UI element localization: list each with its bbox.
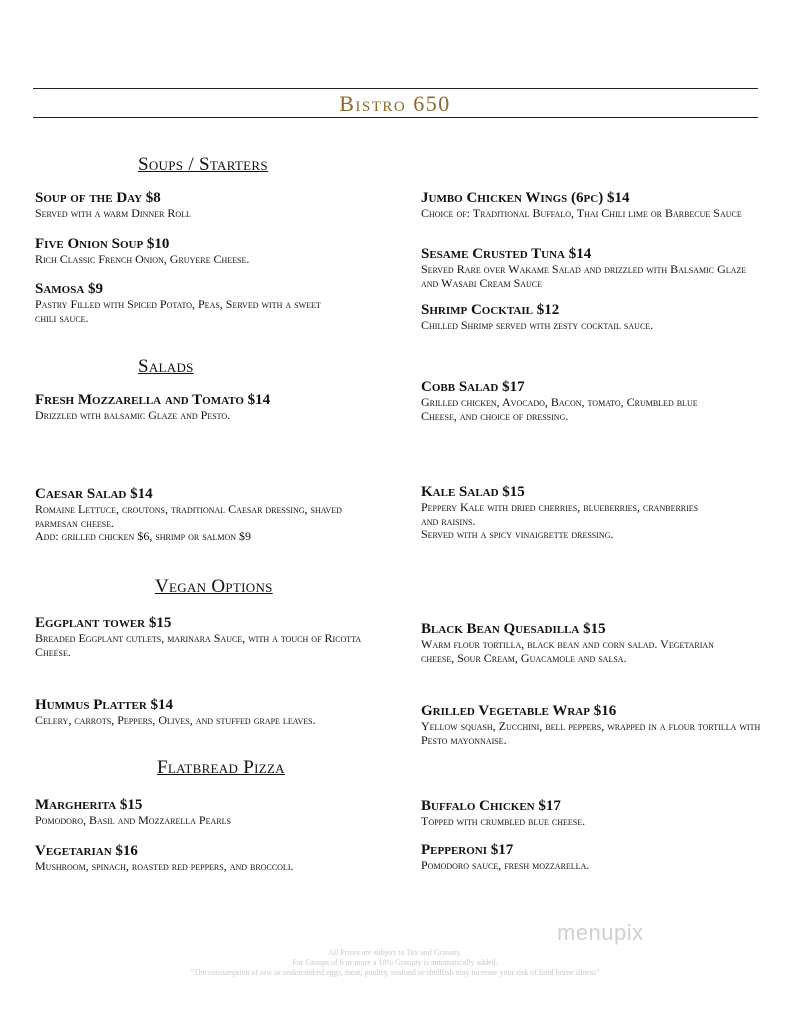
footer-tax-note: All Prices are subject to Tax and Gratuity. — [328, 948, 462, 957]
menu-item-tuna — [421, 246, 766, 290]
menu-item-mozzarella — [35, 392, 380, 423]
menu-item-buffalo — [421, 798, 766, 829]
item-desc: Rich Classic French Onion, Gruyere Cheese. — [35, 252, 250, 266]
footer-health-warning: "The consumption of raw or undercooked eggs, meat, poultry, seafood or shellfish may increase your risk of food borne illness" — [190, 968, 600, 977]
item-name: Fresh Mozzarella and Tomato $14 — [35, 392, 271, 408]
item-name: Shrimp Cocktail $12 — [421, 302, 560, 318]
item-desc: Yellow squash, Zucchini, bell peppers, wrapped in a flour tortilla with Pesto mayonnaise. — [421, 719, 761, 747]
item-desc: Peppery Kale with dried cherries, blueberries, cranberries and raisins. — [421, 500, 699, 528]
item-name: Soup of the Day $8 — [35, 190, 161, 206]
item-name: Samosa $9 — [35, 281, 104, 297]
item-desc: Romaine Lettuce, croutons, traditional Caesar dressing, shaved parmesan cheese. — [35, 502, 342, 530]
menu-item-quesadilla — [421, 621, 721, 665]
item-name: Black Bean Quesadilla $15 — [421, 621, 606, 637]
item-name: Grilled Vegetable Wrap $16 — [421, 703, 617, 719]
menu-item-kale — [421, 484, 711, 542]
item-desc: Chilled Shrimp served with zesty cocktail sauce. — [421, 318, 654, 332]
menu-item-pepperoni — [421, 842, 766, 873]
menu-item-margherita — [35, 797, 380, 828]
menu-item-hummus — [35, 697, 345, 728]
item-name: Margherita $15 — [35, 797, 143, 813]
item-desc: Pastry Filled with Spiced Potato, Peas, Served with a sweet chili sauce. — [35, 297, 321, 325]
item-name: Buffalo Chicken $17 — [421, 798, 561, 814]
menu-item-samosa — [35, 281, 325, 325]
item-desc: Breaded Eggplant cutlets, marinara Sauce, with a touch of Ricotta Cheese. — [35, 631, 362, 659]
section-flatbread: Flatbread Pizza — [157, 757, 285, 778]
item-name: Hummus Platter $14 — [35, 697, 174, 713]
section-salads: Salads — [138, 356, 194, 377]
item-addon: Add: grilled chicken $6, shrimp or salmon $9 — [35, 529, 252, 543]
section-vegan: Vegan Options — [155, 576, 273, 597]
item-name: Sesame Crusted Tuna $14 — [421, 246, 592, 262]
item-name: Pepperoni $17 — [421, 842, 514, 858]
menupix-watermark: menupix — [557, 920, 644, 945]
menu-item-caesar — [35, 486, 380, 544]
item-desc: Pomodoro, Basil and Mozzarella Pearls — [35, 813, 231, 827]
item-name: Eggplant tower $15 — [35, 615, 172, 631]
item-name: Jumbo Chicken Wings (6pc) $14 — [421, 190, 630, 206]
item-name: Five Onion Soup $10 — [35, 236, 170, 252]
item-desc: Mushroom, spinach, roasted red peppers, and broccoli. — [35, 859, 294, 873]
item-desc: Served Rare over Wakame Salad and drizzled with Balsamic Glaze and Wasabi Cream Sauce — [421, 262, 747, 290]
item-name: Kale Salad $15 — [421, 484, 525, 500]
title-rule — [33, 117, 758, 118]
menu-item-shrimp — [421, 302, 766, 333]
section-soups: Soups / Starters — [138, 154, 268, 175]
footer-gratuity-note: For Groups of 6 or more a 18% Gratuity is automatically added. — [292, 958, 498, 967]
item-desc: Topped with crumbled blue cheese. — [421, 814, 586, 828]
menu-item-eggplant — [35, 615, 380, 659]
item-addon: Served with a spicy vinaigrette dressing. — [421, 527, 614, 541]
item-desc: Choice of: Traditional Buffalo, Thai Chili lime or Barbecue Sauce — [421, 206, 742, 220]
menu-item-cobb — [421, 379, 711, 423]
item-desc: Celery, carrots, Peppers, Olives, and stuffed grape leaves. — [35, 713, 316, 727]
item-desc: Drizzled with balsamic Glaze and Pesto. — [35, 408, 231, 422]
item-desc: Pomodoro sauce, fresh mozzarella. — [421, 858, 590, 872]
item-name: Cobb Salad $17 — [421, 379, 525, 395]
menu-item-wrap — [421, 703, 761, 747]
menu-item-vegetarian — [35, 843, 340, 874]
menu-item-soup-of-day — [35, 190, 380, 221]
menu-item-wings — [421, 190, 766, 221]
item-desc: Grilled chicken, Avocado, Bacon, tomato, Crumbled blue Cheese, and choice of dressing. — [421, 395, 698, 423]
restaurant-title: Bistro 650 — [339, 91, 451, 116]
menu-item-five-onion — [35, 236, 380, 267]
item-name: Vegetarian $16 — [35, 843, 138, 859]
top-rule — [33, 88, 758, 89]
item-name: Caesar Salad $14 — [35, 486, 153, 502]
item-desc: Warm flour tortilla, black bean and corn salad. Vegetarian cheese, Sour Cream, Guacamole and salsa. — [421, 637, 714, 665]
item-desc: Served with a warm Dinner Roll — [35, 206, 191, 220]
